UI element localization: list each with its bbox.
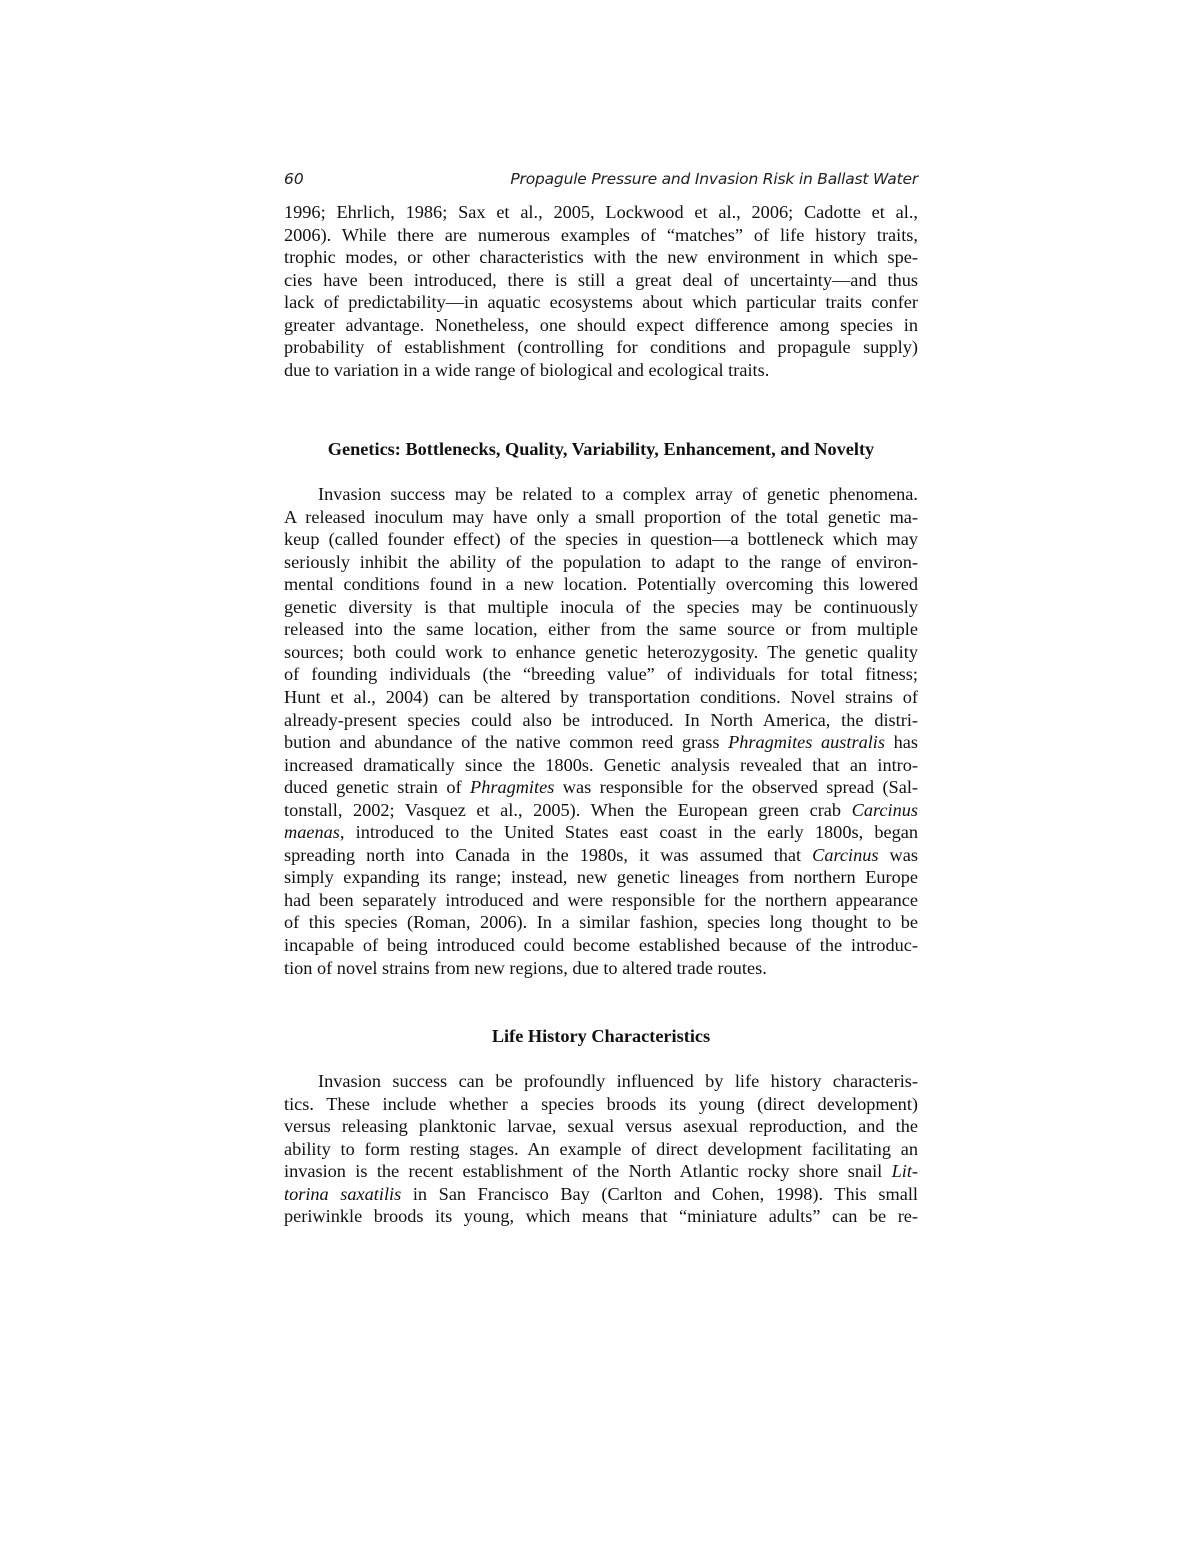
text-span: genetic diversity is that multiple inocula of the species may be continuously bbox=[284, 596, 918, 617]
text-line bbox=[284, 799, 918, 822]
text-span: Hunt et al., 2004) can be altered by transportation conditions. Novel strains of bbox=[284, 686, 918, 707]
text-line bbox=[284, 291, 918, 314]
text-span: ability to form resting stages. An example of direct development facilitating an bbox=[284, 1138, 918, 1159]
text-span: seriously inhibit the ability of the population to adapt to the range of environ- bbox=[284, 551, 918, 572]
text-line bbox=[284, 314, 918, 337]
text-span: increased dramatically since the 1800s. Genetic analysis revealed that an intro- bbox=[284, 754, 918, 775]
text-span: was bbox=[878, 844, 918, 865]
text-line bbox=[284, 246, 918, 269]
section-heading-genetics: Genetics: Bottlenecks, Quality, Variability, Enhancement, and Novelty bbox=[327, 439, 875, 459]
text-line bbox=[284, 528, 918, 551]
italic-taxon: torina saxatilis bbox=[284, 1183, 402, 1204]
text-span: of this species (Roman, 2006). In a similar fashion, species long thought to be bbox=[284, 912, 918, 933]
text-span: greater advantage. Nonetheless, one should expect difference among species in bbox=[284, 314, 918, 335]
text-line bbox=[284, 709, 918, 732]
text-span: 2006). While there are numerous examples of “matches” of life history traits, bbox=[284, 224, 918, 245]
text-line bbox=[284, 1138, 918, 1161]
text-line bbox=[284, 1115, 918, 1138]
text-line bbox=[284, 336, 918, 359]
text-span: Invasion success can be profoundly influenced by life history characteris- bbox=[318, 1071, 918, 1091]
text-line bbox=[284, 224, 918, 247]
running-header bbox=[284, 170, 918, 194]
text-span: bution and abundance of the native common reed grass bbox=[284, 732, 729, 753]
text-span: cies have been introduced, there is still a great deal of uncertainty—and thus bbox=[284, 269, 918, 290]
text-span: tion of novel strains from new regions, due to altered trade routes. bbox=[284, 957, 767, 978]
text-line bbox=[284, 866, 918, 889]
italic-taxon: Carcinus bbox=[812, 844, 879, 865]
text-line bbox=[284, 596, 918, 619]
text-line bbox=[284, 821, 918, 844]
text-line bbox=[284, 663, 918, 686]
text-span: A released inoculum may have only a small proportion of the total genetic ma- bbox=[284, 506, 918, 527]
text-span: tonstall, 2002; Vasquez et al., 2005). When the European green crab bbox=[284, 799, 852, 820]
text-line bbox=[284, 844, 918, 867]
text-line bbox=[284, 776, 918, 799]
text-line bbox=[284, 269, 918, 292]
text-span: mental conditions found in a new location. Potentially overcoming this lowered bbox=[284, 574, 918, 595]
text-span: invasion is the recent establishment of the North Atlantic rocky shore snail bbox=[284, 1161, 892, 1182]
text-line bbox=[284, 359, 918, 382]
page-number: 60 bbox=[284, 170, 304, 188]
text-line bbox=[284, 483, 918, 506]
text-line bbox=[284, 618, 918, 641]
italic-taxon: Carcinus bbox=[851, 799, 918, 820]
text-line bbox=[284, 934, 918, 957]
italic-taxon: Phragmites bbox=[470, 777, 555, 798]
text-line bbox=[284, 731, 918, 754]
text-line bbox=[284, 641, 918, 664]
text-line bbox=[284, 889, 918, 912]
text-span: spreading north into Canada in the 1980s, it was assumed that bbox=[284, 844, 813, 865]
text-line bbox=[284, 754, 918, 777]
text-span: was responsible for the observed spread (Sal- bbox=[554, 777, 918, 798]
text-span: versus releasing planktonic larvae, sexual versus asexual reproduction, and the bbox=[284, 1116, 918, 1137]
text-line bbox=[284, 506, 918, 529]
text-span: incapable of being introduced could become established because of the introduc- bbox=[284, 935, 918, 955]
text-line bbox=[284, 551, 918, 574]
text-span: probability of establishment (controlling for conditions and propagule supply) bbox=[284, 337, 918, 358]
text-span: of founding individuals (the “breeding value” of individuals for total fitness; bbox=[284, 664, 918, 685]
text-line bbox=[284, 957, 918, 980]
text-span: had been separately introduced and were responsible for the northern appearance bbox=[284, 889, 918, 910]
text-span: keup (called founder effect) of the species in question—a bottleneck which may bbox=[284, 529, 918, 550]
text-span: already-present species could also be introduced. In North America, the distri- bbox=[284, 709, 918, 730]
running-title: Propagule Pressure and Invasion Risk in Ballast Water bbox=[510, 170, 918, 188]
text-span: trophic modes, or other characteristics with the new environment in which spe- bbox=[284, 247, 918, 268]
section-heading-life-history: Life History Characteristics bbox=[491, 1026, 711, 1046]
text-line bbox=[284, 911, 918, 934]
text-span: simply expanding its range; instead, new genetic lineages from northern Europe bbox=[284, 867, 918, 888]
text-span: duced genetic strain of bbox=[284, 777, 471, 798]
italic-taxon: Lit- bbox=[891, 1161, 918, 1182]
text-line bbox=[284, 1070, 918, 1093]
text-span: periwinkle broods its young, which means that “miniature adults” can be re- bbox=[284, 1206, 918, 1227]
text-span: due to variation in a wide range of biological and ecological traits. bbox=[284, 359, 770, 380]
italic-taxon: Phragmites australis bbox=[728, 732, 885, 753]
text-line bbox=[284, 1205, 918, 1228]
text-span: released into the same location, either from the same source or from multiple bbox=[284, 619, 918, 640]
text-line bbox=[284, 686, 918, 709]
text-span: Invasion success may be related to a complex array of genetic phenomena. bbox=[318, 484, 918, 504]
text-line bbox=[284, 573, 918, 596]
text-span: in San Francisco Bay (Carlton and Cohen, 1998). This small bbox=[401, 1183, 918, 1204]
text-line bbox=[284, 1183, 918, 1206]
text-span: sources; both could work to enhance genetic heterozygosity. The genetic quality bbox=[284, 641, 918, 662]
italic-taxon: maenas bbox=[284, 822, 340, 843]
text-line bbox=[284, 1160, 918, 1183]
text-span: tics. These include whether a species broods its young (direct development) bbox=[284, 1093, 918, 1114]
text-line bbox=[284, 201, 918, 224]
text-span: has bbox=[885, 732, 918, 753]
text-line bbox=[284, 1093, 918, 1116]
text-span: lack of predictability—in aquatic ecosystems about which particular traits confer bbox=[284, 292, 918, 313]
text-span: 1996; Ehrlich, 1986; Sax et al., 2005, Lockwood et al., 2006; Cadotte et al., bbox=[284, 202, 918, 222]
text-span: , introduced to the United States east coast in the early 1800s, began bbox=[339, 822, 918, 843]
